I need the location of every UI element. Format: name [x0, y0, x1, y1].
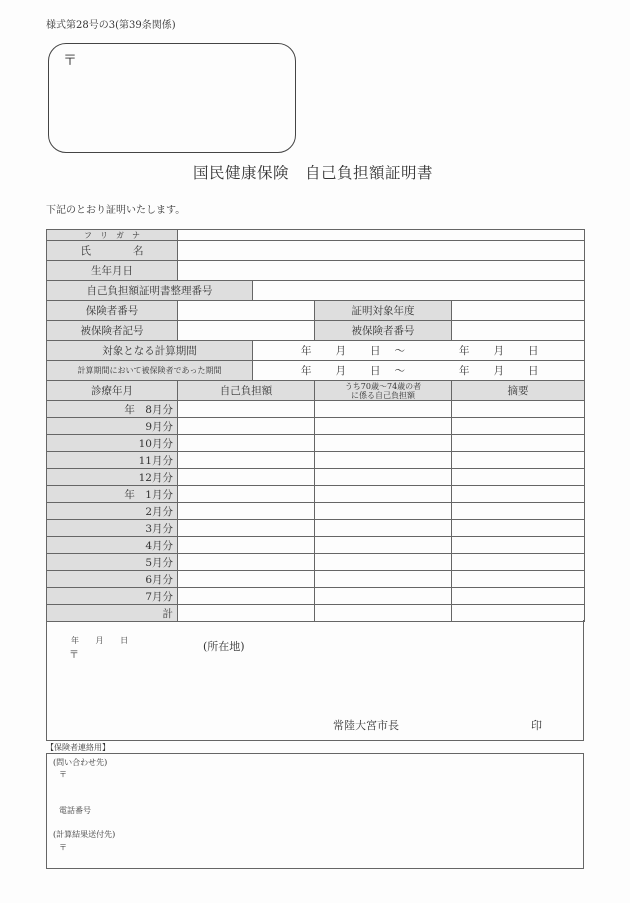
- insurer-number-label: 保険者番号: [47, 301, 178, 321]
- postal-mark-icon: 〒: [59, 843, 67, 852]
- cert-year-label: 証明対象年度: [315, 301, 452, 321]
- insured-symbol-label: 被保険者記号: [47, 321, 178, 341]
- seal-mark: 印: [531, 719, 542, 732]
- header-70-74-self-pay: うち70歳～74歳の者 に係る自己負担額: [315, 381, 452, 401]
- table-row: 年 1月分: [47, 486, 585, 503]
- furigana-label: フ リ ガ ナ: [47, 230, 178, 241]
- table-row: 3月分: [47, 520, 585, 537]
- send-to-label: (計算結果送付先): [53, 830, 116, 839]
- table-row: 2月分: [47, 503, 585, 520]
- contact-box: [46, 753, 584, 869]
- issuer-section: [46, 620, 584, 741]
- header-remarks: 摘要: [452, 381, 585, 401]
- insurer-number-field[interactable]: [178, 301, 315, 321]
- insured-symbol-field[interactable]: [178, 321, 315, 341]
- intro-text: 下記のとおり証明いたします。: [46, 205, 186, 216]
- mayor-label: 常陸大宮市長: [333, 719, 399, 732]
- page-title: 国民健康保険 自己負担額証明書: [193, 164, 434, 182]
- insured-number-label: 被保険者番号: [315, 321, 452, 341]
- calc-period-label: 対象となる計算期間: [47, 341, 253, 361]
- postal-mark-icon: 〒: [59, 770, 67, 779]
- insured-number-field[interactable]: [452, 321, 585, 341]
- table-row: 9月分: [47, 418, 585, 435]
- location-label: (所在地): [203, 640, 245, 653]
- cert-number-field[interactable]: [253, 281, 585, 301]
- phone-label: 電話番号: [59, 806, 91, 815]
- header-self-pay: 自己負担額: [178, 381, 315, 401]
- insured-period-field[interactable]: 年 月 日 ～ 年 月 日: [253, 361, 585, 381]
- table-row: 年 8月分: [47, 401, 585, 418]
- table-row: 4月分: [47, 537, 585, 554]
- postal-mark-icon: 〒: [63, 53, 77, 69]
- birthdate-label: 生年月日: [47, 261, 178, 281]
- header-treatment-month: 診療年月: [47, 381, 178, 401]
- issue-date: 年 月 日: [71, 636, 129, 645]
- insured-period-label: 計算期間において被保険者であった期間: [47, 361, 253, 381]
- name-field[interactable]: [178, 241, 585, 261]
- calc-period-field[interactable]: 年 月 日 ～ 年 月 日: [253, 341, 585, 361]
- name-label: 氏 名: [47, 241, 178, 261]
- inquiry-label: (問い合わせ先): [53, 758, 108, 767]
- total-row: 計: [47, 605, 585, 622]
- cert-year-field[interactable]: [452, 301, 585, 321]
- table-row: 6月分: [47, 571, 585, 588]
- table-row: 12月分: [47, 469, 585, 486]
- form-code: 様式第28号の3(第39条関係): [46, 20, 176, 31]
- birthdate-field[interactable]: [178, 261, 585, 281]
- table-row: 7月分: [47, 588, 585, 605]
- contact-section-label: 【保険者連絡用】: [46, 743, 110, 752]
- postal-mark-icon: 〒: [69, 650, 79, 661]
- address-box: [48, 43, 296, 153]
- table-row: 11月分: [47, 452, 585, 469]
- table-row: 10月分: [47, 435, 585, 452]
- table-row: 5月分: [47, 554, 585, 571]
- cert-number-label: 自己負担額証明書整理番号: [47, 281, 253, 301]
- certificate-table: [46, 229, 585, 622]
- furigana-field[interactable]: [178, 230, 585, 241]
